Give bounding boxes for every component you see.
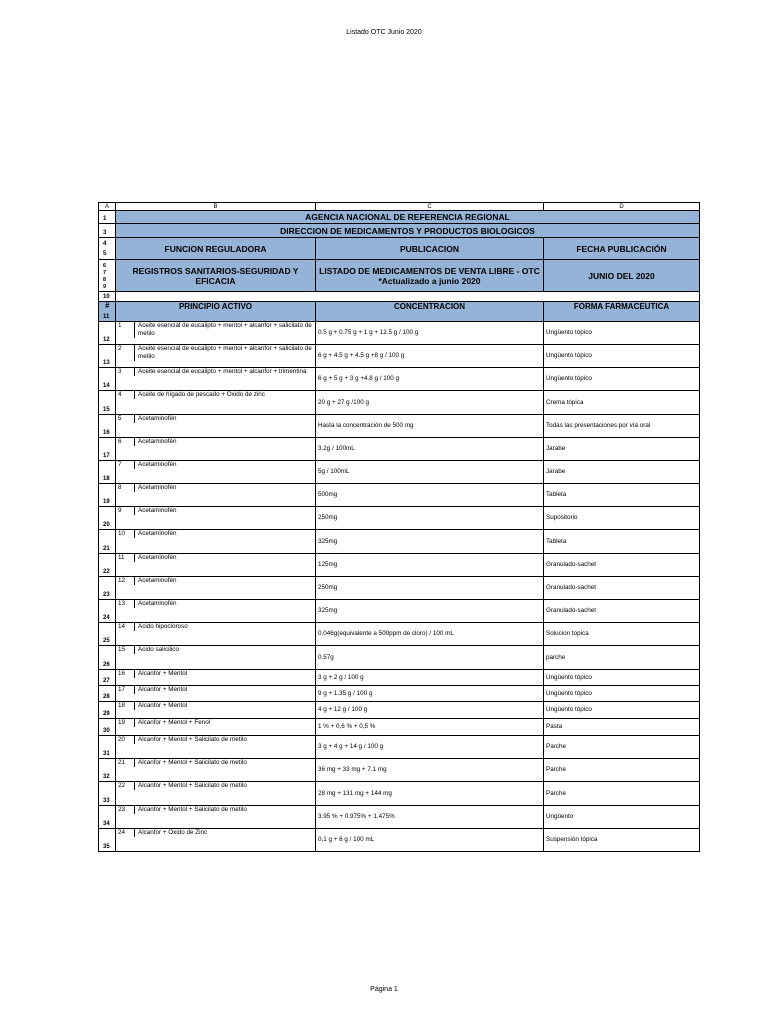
- item-number: 12: [118, 577, 126, 584]
- principio-text: Acetaminofén: [134, 577, 315, 585]
- fecha-header: FECHA PUBLICACIÓN: [544, 238, 700, 260]
- row-number: 20: [99, 507, 116, 530]
- row-number: 4 5: [99, 238, 116, 260]
- row-number: 18: [99, 461, 116, 484]
- concentracion-cell: 0.046g(equivalente a 500ppm de cloro) / 100 mL: [316, 623, 544, 646]
- item-number: 15: [118, 646, 126, 653]
- forma-cell: Ungüento tópico: [544, 322, 700, 345]
- forma-cell: Ungüento tópico: [544, 670, 700, 686]
- forma-cell: Parche: [544, 759, 700, 782]
- row-number: 29: [99, 702, 116, 719]
- row-number: 32: [99, 759, 116, 782]
- principio-text: Alcanfor + Mentol + Fenol: [134, 719, 315, 727]
- item-number: 17: [118, 686, 126, 693]
- principio-cell: [116, 554, 316, 577]
- forma-cell: Granulado-sachet: [544, 554, 700, 577]
- forma-cell: Solucion topica: [544, 623, 700, 646]
- item-number: 16: [118, 670, 126, 677]
- row-number: 17: [99, 438, 116, 461]
- item-number: 10: [118, 530, 126, 537]
- row-number: 14: [99, 368, 116, 391]
- principio-text: Alcanfor + Mentol: [134, 686, 315, 694]
- row-number: 26: [99, 646, 116, 670]
- principio-text: Aceite esencial de eucalipto + mentol + alcanfor + trimentina: [134, 368, 315, 376]
- forma-cell: Ungüento tópico: [544, 368, 700, 391]
- table-row: [99, 623, 700, 646]
- forma-cell: Parche: [544, 736, 700, 759]
- funcion-header: FUNCION REGULADORA: [116, 238, 316, 260]
- publicacion-value: LISTADO DE MEDICAMENTOS DE VENTA LIBRE - OTC *Actualizado a junio 2020: [316, 260, 544, 292]
- concentracion-cell: 3.2g / 100mL: [316, 438, 544, 461]
- principio-text: Alcanfor + Mentol + Salicilato de metilo: [134, 782, 315, 790]
- principio-text: Acetaminofén: [134, 507, 315, 515]
- principio-cell: [116, 600, 316, 623]
- row-number: 10: [99, 292, 116, 302]
- row-number: 28: [99, 686, 116, 702]
- row-number: 33: [99, 782, 116, 806]
- table-row: [99, 530, 700, 554]
- otc-table: [98, 202, 700, 852]
- agency-title: AGENCIA NACIONAL DE REFERENCIA REGIONAL: [116, 211, 700, 224]
- item-number: 11: [118, 554, 125, 561]
- table-row: [99, 438, 700, 461]
- row-number: 21: [99, 530, 116, 554]
- row-number: 22: [99, 554, 116, 577]
- item-number: 23: [118, 806, 126, 813]
- page-footer: Página 1: [370, 986, 398, 993]
- table-row: [99, 829, 700, 852]
- forma-cell: Suspensión tópica: [544, 829, 700, 852]
- column-header-row: [99, 203, 700, 211]
- principio-cell: [116, 484, 316, 507]
- principio-cell: [116, 719, 316, 736]
- forma-cell: Supositorio: [544, 507, 700, 530]
- concentracion-cell: 250mg: [316, 577, 544, 600]
- table-row: [99, 484, 700, 507]
- direction-title: DIRECCION DE MEDICAMENTOS Y PRODUCTOS BIOLOGICOS: [116, 224, 700, 238]
- row-number: # 11: [99, 302, 116, 322]
- table-row: [99, 646, 700, 670]
- concentracion-cell: 3.95 % + 0.975% + 1.475%: [316, 806, 544, 829]
- principio-cell: [116, 646, 316, 670]
- concentracion-cell: 0.5 g + 0.75 g + 1 g + 12.5 g / 100 g: [316, 322, 544, 345]
- item-number: 6: [118, 438, 122, 445]
- principio-cell: [116, 391, 316, 415]
- spreadsheet: [98, 202, 699, 852]
- table-row: [99, 577, 700, 600]
- table-row: [99, 507, 700, 530]
- principio-text: Acetaminofén: [134, 438, 315, 446]
- row-number: 12: [99, 322, 116, 345]
- principio-cell: [116, 415, 316, 438]
- concentracion-cell: 6 g + 5 g + 3 g +4.8 g / 100 g: [316, 368, 544, 391]
- forma-cell: Ungüento tópico: [544, 686, 700, 702]
- row-number: 6 7 8 9: [99, 260, 116, 292]
- item-number: 14: [118, 623, 126, 630]
- concentracion-cell: 325mg: [316, 530, 544, 554]
- forma-cell: Parche: [544, 782, 700, 806]
- forma-header: FORMA FARMACEUTICA: [544, 302, 700, 322]
- principio-text: Alcanfor + Mentol: [134, 670, 315, 678]
- forma-cell: Ungüento: [544, 806, 700, 829]
- item-number: 3: [118, 368, 122, 375]
- principio-text: Alcanfor + Óxido de Zinc: [134, 829, 315, 837]
- principio-text: Aceite de hígado de pescado + Óxido de zinc: [134, 391, 315, 399]
- principio-text: Aceite esencial de eucalipto + mentol + alcanfor + salicilato de metilo: [134, 322, 315, 338]
- principio-cell: [116, 507, 316, 530]
- item-number: 18: [118, 702, 126, 709]
- concentracion-cell: 325mg: [316, 600, 544, 623]
- principio-cell: [116, 322, 316, 345]
- concentracion-cell: 3 g + 2 g / 100 g: [316, 670, 544, 686]
- forma-cell: Granulado-sachet: [544, 600, 700, 623]
- row-number: 24: [99, 600, 116, 623]
- table-row: [99, 719, 700, 736]
- forma-cell: Ungüento tópico: [544, 702, 700, 719]
- forma-cell: Ungüento tópico: [544, 345, 700, 368]
- row-number: 19: [99, 484, 116, 507]
- concentracion-cell: 5g / 100mL: [316, 461, 544, 484]
- principio-cell: [116, 623, 316, 646]
- principio-cell: [116, 702, 316, 719]
- principio-text: Acetaminofén: [134, 554, 315, 562]
- forma-cell: Tableta: [544, 530, 700, 554]
- concentracion-cell: 28 mg + 131 mg + 144 mg: [316, 782, 544, 806]
- forma-cell: Granulado-sachet: [544, 577, 700, 600]
- row-number: 13: [99, 345, 116, 368]
- forma-cell: Jarabe: [544, 438, 700, 461]
- column-header-a: A: [99, 203, 116, 211]
- principio-cell: [116, 759, 316, 782]
- item-number: 24: [118, 829, 126, 836]
- row-number: 35: [99, 829, 116, 852]
- principio-cell: [116, 782, 316, 806]
- item-number: 20: [118, 736, 126, 743]
- table-row: [99, 554, 700, 577]
- table-header-row: [99, 302, 700, 322]
- table-row: [99, 391, 700, 415]
- principio-cell: [116, 461, 316, 484]
- blank-row: [99, 292, 700, 302]
- item-number: 13: [118, 600, 126, 607]
- row-number: 3: [99, 224, 116, 238]
- concentracion-cell: 1 % + 0,6 % + 0,5 %: [316, 719, 544, 736]
- principio-text: Acetaminofén: [134, 461, 315, 469]
- publicacion-header: PUBLICACION: [316, 238, 544, 260]
- row-number: 31: [99, 736, 116, 759]
- principio-text: Acetaminofén: [134, 530, 315, 538]
- table-row: [99, 345, 700, 368]
- principio-text: Acido hipocloroso: [134, 623, 315, 631]
- principio-cell: [116, 686, 316, 702]
- table-row: [99, 600, 700, 623]
- item-number: 1: [118, 322, 122, 329]
- concentracion-cell: 3 g + 4 g + 14 g / 100 g: [316, 736, 544, 759]
- meta-header-row: [99, 238, 700, 260]
- principio-text: Acetaminofén: [134, 600, 315, 608]
- table-row: [99, 702, 700, 719]
- principio-cell: [116, 577, 316, 600]
- item-number: 9: [118, 507, 122, 514]
- principio-cell: [116, 438, 316, 461]
- row-number: 27: [99, 670, 116, 686]
- page-header: Listado OTC Junio 2020: [346, 29, 422, 36]
- concentracion-cell: 0,1 g + 8 g / 100 mL: [316, 829, 544, 852]
- concentracion-cell: 9 g + 1.35 g / 100 g: [316, 686, 544, 702]
- column-header-b: B: [116, 203, 316, 211]
- item-number: 5: [118, 415, 122, 422]
- item-number: 19: [118, 719, 126, 726]
- forma-cell: Jarabe: [544, 461, 700, 484]
- meta-value-row: [99, 260, 700, 292]
- item-number: 2: [118, 345, 122, 352]
- principio-text: Alcanfor + Mentol + Salicilato de metilo: [134, 806, 315, 814]
- principio-cell: [116, 806, 316, 829]
- table-row: [99, 736, 700, 759]
- forma-cell: Pasta: [544, 719, 700, 736]
- table-row: [99, 368, 700, 391]
- principio-text: Alcanfor + Mentol + Salicilato de metilo: [134, 759, 315, 767]
- principio-text: Alcanfor + Mentol: [134, 702, 315, 710]
- table-row: [99, 782, 700, 806]
- concentracion-header: CONCENTRACION: [316, 302, 544, 322]
- concentracion-cell: 0.57g: [316, 646, 544, 670]
- concentracion-cell: 500mg: [316, 484, 544, 507]
- principio-cell: [116, 345, 316, 368]
- forma-cell: Tableta: [544, 484, 700, 507]
- item-number: 4: [118, 391, 122, 398]
- concentracion-cell: Hasta la concentración de 500 mg: [316, 415, 544, 438]
- row-number: 25: [99, 623, 116, 646]
- principio-cell: [116, 670, 316, 686]
- table-row: [99, 806, 700, 829]
- concentracion-cell: 4 g + 12 g / 100 g: [316, 702, 544, 719]
- principio-cell: [116, 829, 316, 852]
- item-number: 8: [118, 484, 122, 491]
- table-row: [99, 415, 700, 438]
- concentracion-cell: 250mg: [316, 507, 544, 530]
- row-number: 23: [99, 577, 116, 600]
- forma-cell: Crema tópica: [544, 391, 700, 415]
- concentracion-cell: 6 g + 4.5 g + 4.5 g +8 g / 100 g: [316, 345, 544, 368]
- principio-text: Acetaminofén: [134, 415, 315, 423]
- table-row: [99, 322, 700, 345]
- row-number: 15: [99, 391, 116, 415]
- table-row: [99, 759, 700, 782]
- item-number: 22: [118, 782, 126, 789]
- row-number: 1: [99, 211, 116, 224]
- principio-cell: [116, 368, 316, 391]
- row-number: 30: [99, 719, 116, 736]
- blank-cell: [116, 292, 700, 302]
- principio-text: Acido salicilico: [134, 646, 315, 654]
- forma-cell: parche: [544, 646, 700, 670]
- principio-text: Aceite esencial de eucalipto + mentol + alcanfor + salicilato de metilo: [134, 345, 315, 361]
- concentracion-cell: 20 g + 27 g /100 g: [316, 391, 544, 415]
- concentracion-cell: 36 mg + 33 mg + 7.1 mg: [316, 759, 544, 782]
- fecha-value: JUNIO DEL 2020: [544, 260, 700, 292]
- row-number: 16: [99, 415, 116, 438]
- forma-cell: Todas las presentaciones por vía oral: [544, 415, 700, 438]
- principio-header: PRINCIPIO ACTIVO: [116, 302, 316, 322]
- column-header-c: C: [316, 203, 544, 211]
- table-row: [99, 461, 700, 484]
- concentracion-cell: 125mg: [316, 554, 544, 577]
- item-number: 21: [118, 759, 126, 766]
- principio-text: Alcanfor + Mentol + Salicilato de metilo: [134, 736, 315, 744]
- title-row-3: [99, 224, 700, 238]
- row-number: 34: [99, 806, 116, 829]
- title-row-1: [99, 211, 700, 224]
- item-number: 7: [118, 461, 122, 468]
- principio-cell: [116, 736, 316, 759]
- column-header-d: D: [544, 203, 700, 211]
- principio-cell: [116, 530, 316, 554]
- principio-text: Acetaminofén: [134, 484, 315, 492]
- funcion-value: REGISTROS SANITARIOS-SEGURIDAD Y EFICACIA: [116, 260, 316, 292]
- table-row: [99, 686, 700, 702]
- table-row: [99, 670, 700, 686]
